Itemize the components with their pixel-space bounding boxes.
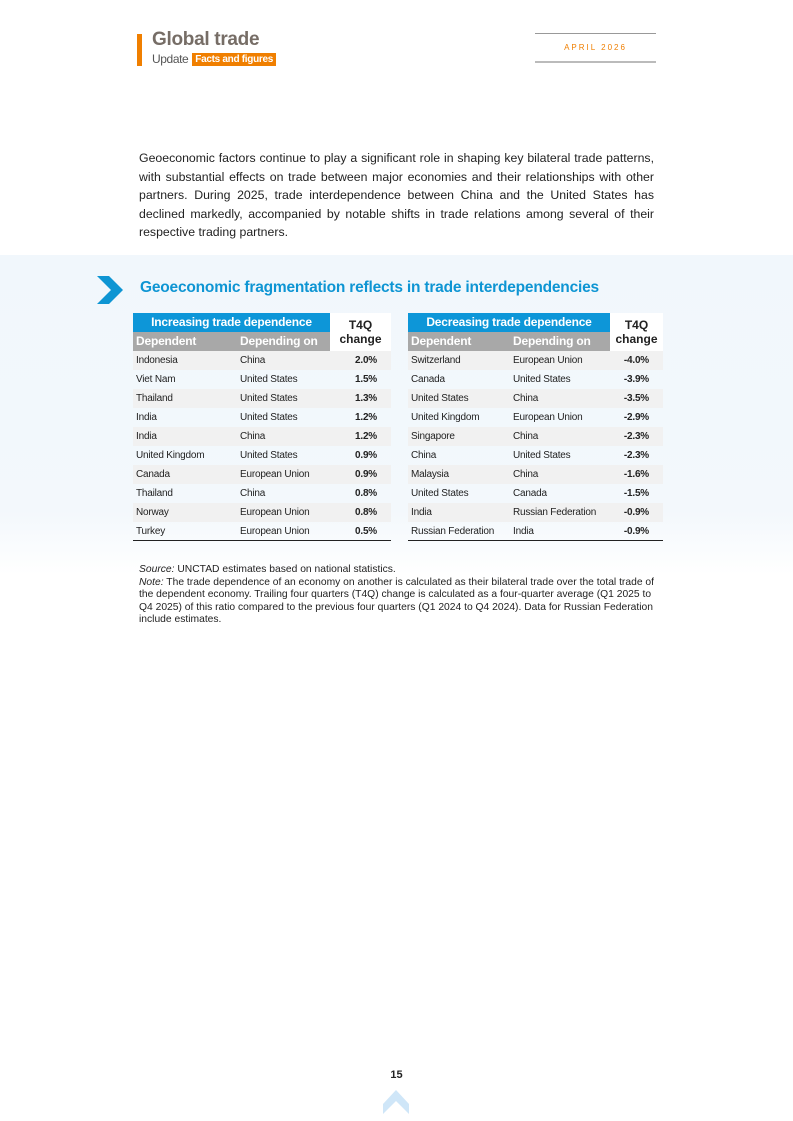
- increasing-col-dependent: Dependent: [133, 332, 237, 351]
- depending-on-cell: China: [240, 488, 266, 499]
- decreasing-table-title: Decreasing trade dependence: [408, 313, 610, 332]
- logo-subtitle: Update: [152, 52, 189, 66]
- change-value: -2.3%: [623, 431, 649, 442]
- depending-on-cell: Canada: [513, 488, 547, 499]
- increasing-table-row: [133, 484, 391, 503]
- dependent-cell: India: [136, 431, 157, 442]
- decreasing-table-row: [408, 351, 663, 370]
- logo-tag: Facts and figures: [192, 53, 276, 66]
- depending-on-cell: China: [513, 393, 539, 404]
- depending-on-cell: European Union: [240, 469, 310, 480]
- intro-paragraph: Geoeconomic factors continue to play a significant role in shaping key bilateral trade patterns, with substantial effects on trade between major economies and their relationships with other partners. During 2025, trade interdependence between China and the United States has declined markedly, accompanied by notable shifts in trade relations among several of their respective trading partners.: [139, 151, 654, 239]
- dependent-cell: Canada: [411, 374, 445, 385]
- depending-on-cell: Russian Federation: [513, 507, 597, 518]
- chevron-up-icon[interactable]: [383, 1090, 409, 1114]
- change-value: 1.2%: [355, 412, 377, 423]
- change-value: 0.8%: [355, 507, 377, 518]
- increasing-table-row: [133, 522, 391, 541]
- increasing-table-row: [133, 427, 391, 446]
- depending-on-cell: United States: [240, 393, 298, 404]
- dependent-cell: Switzerland: [411, 355, 461, 366]
- decreasing-table-row: [408, 522, 663, 541]
- decreasing-table-row: [408, 370, 663, 389]
- note-label: Note:: [139, 576, 164, 588]
- decreasing-col-depending-on: Depending on: [510, 332, 610, 351]
- decreasing-col-change: [610, 313, 663, 351]
- change-value: 0.5%: [355, 526, 377, 537]
- dependent-cell: Viet Nam: [136, 374, 176, 385]
- change-value: 0.9%: [355, 450, 377, 461]
- source-notes: [139, 564, 656, 627]
- increasing-col-change: [330, 313, 391, 351]
- change-value: 0.9%: [355, 469, 377, 480]
- change-value: -4.0%: [623, 355, 649, 366]
- change-value: 1.3%: [355, 393, 377, 404]
- dependent-cell: India: [136, 412, 157, 423]
- depending-on-cell: China: [240, 431, 266, 442]
- change-value: -0.9%: [623, 507, 649, 518]
- depending-on-cell: China: [240, 355, 266, 366]
- dependent-cell: United States: [411, 393, 469, 404]
- change-header-line: T4Q: [348, 318, 373, 332]
- note-text: The trade dependence of an economy on another is calculated as their bilateral trade over the total trade of the dependent economy. Trailing four quarters (T4Q) change is calculated as a four-quarter average (Q1 2025 to Q4 2025) of this ratio compared to the previous four quarters (Q1 2024 to Q4 2024). Data for Russian Federation include estimates.: [139, 576, 654, 625]
- depending-on-cell: China: [513, 431, 539, 442]
- change-header-line: change: [615, 332, 658, 346]
- depending-on-cell: European Union: [240, 526, 310, 537]
- change-value: -3.9%: [623, 374, 649, 385]
- dependent-cell: India: [411, 507, 432, 518]
- change-value: 0.8%: [355, 488, 377, 499]
- change-value: -2.3%: [623, 450, 649, 461]
- issue-date: APRIL 2026: [535, 33, 656, 63]
- decreasing-table-bottom-rule: [408, 540, 663, 541]
- increasing-table-row: [133, 503, 391, 522]
- increasing-table-bottom-rule: [133, 540, 391, 541]
- increasing-table-row: [133, 446, 391, 465]
- dependent-cell: Indonesia: [136, 355, 178, 366]
- depending-on-cell: European Union: [240, 507, 310, 518]
- dependent-cell: Russian Federation: [411, 526, 495, 537]
- dependent-cell: Turkey: [136, 526, 165, 537]
- dependent-cell: Norway: [136, 507, 169, 518]
- increasing-table-row: [133, 408, 391, 427]
- decreasing-table-row: [408, 427, 663, 446]
- change-value: -3.5%: [623, 393, 649, 404]
- dependent-cell: United States: [411, 488, 469, 499]
- section-title: Geoeconomic fragmentation reflects in trade interdependencies: [140, 279, 599, 296]
- depending-on-cell: United States: [240, 374, 298, 385]
- increasing-col-depending-on: Depending on: [237, 332, 330, 351]
- depending-on-cell: United States: [513, 450, 571, 461]
- dependent-cell: Malaysia: [411, 469, 449, 480]
- dependent-cell: Thailand: [136, 393, 173, 404]
- change-value: -0.9%: [623, 526, 649, 537]
- depending-on-cell: European Union: [513, 355, 583, 366]
- change-value: 1.2%: [355, 431, 377, 442]
- change-header-line: change: [339, 332, 382, 346]
- change-value: -1.5%: [623, 488, 649, 499]
- decreasing-table-row: [408, 484, 663, 503]
- dependent-cell: Singapore: [411, 431, 455, 442]
- increasing-table-row: [133, 370, 391, 389]
- change-value: 2.0%: [355, 355, 377, 366]
- decreasing-table-row: [408, 408, 663, 427]
- depending-on-cell: India: [513, 526, 534, 537]
- decreasing-table-row: [408, 465, 663, 484]
- dependent-cell: Canada: [136, 469, 170, 480]
- depending-on-cell: United States: [240, 412, 298, 423]
- logo-title: Global trade: [152, 29, 260, 50]
- depending-on-cell: China: [513, 469, 539, 480]
- change-value: 1.5%: [355, 374, 377, 385]
- logo-subline: [152, 52, 276, 66]
- source-text: UNCTAD estimates based on national statistics.: [174, 564, 396, 575]
- increasing-table-row: [133, 389, 391, 408]
- increasing-table-row: [133, 351, 391, 370]
- change-value: -1.6%: [623, 469, 649, 480]
- depending-on-cell: United States: [240, 450, 298, 461]
- depending-on-cell: United States: [513, 374, 571, 385]
- depending-on-cell: European Union: [513, 412, 583, 423]
- dependent-cell: Thailand: [136, 488, 173, 499]
- change-header-line: T4Q: [624, 318, 649, 332]
- increasing-table-title: Increasing trade dependence: [133, 313, 330, 332]
- dependent-cell: China: [411, 450, 437, 461]
- decreasing-table-row: [408, 446, 663, 465]
- source-label: Source:: [139, 564, 175, 575]
- dependent-cell: United Kingdom: [411, 412, 480, 423]
- decreasing-table-row: [408, 389, 663, 408]
- decreasing-col-dependent: Dependent: [408, 332, 510, 351]
- change-value: -2.9%: [623, 412, 649, 423]
- decreasing-table-row: [408, 503, 663, 522]
- page-number: 15: [390, 1069, 403, 1081]
- logo-bar: [137, 34, 142, 66]
- increasing-table-row: [133, 465, 391, 484]
- chevron-right-icon: [97, 276, 123, 304]
- dependent-cell: United Kingdom: [136, 450, 205, 461]
